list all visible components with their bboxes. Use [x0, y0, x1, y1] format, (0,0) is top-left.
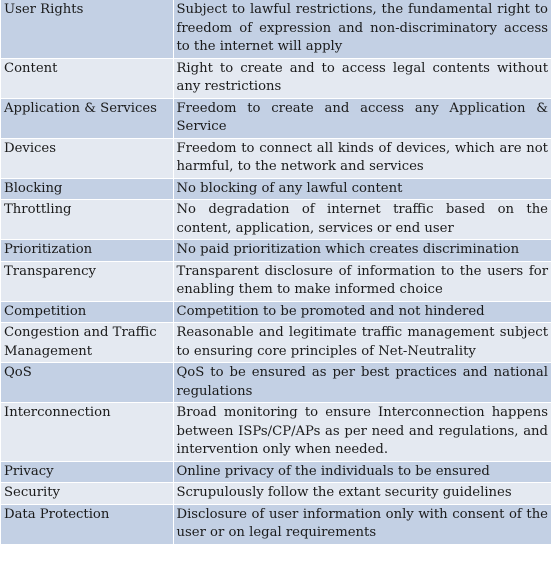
row-value: Online privacy of the individuals to be ensured — [173, 461, 551, 483]
row-key: Application & Services — [1, 98, 173, 138]
row-value: Transparent disclosure of information to the users for enabling them to make informed choice — [173, 261, 551, 301]
row-key: Interconnection — [1, 403, 173, 462]
table-row — [1, 58, 551, 98]
row-key: Devices — [1, 138, 173, 178]
table-row — [1, 483, 551, 505]
table-row — [1, 461, 551, 483]
table-row — [1, 240, 551, 262]
row-key: Prioritization — [1, 240, 173, 262]
row-key: Blocking — [1, 178, 173, 200]
row-value: Broad monitoring to ensure Interconnection happens between ISPs/CP/APs as per need and regulations, and intervention only when needed. — [173, 403, 551, 462]
table-row — [1, 200, 551, 240]
table-row — [1, 178, 551, 200]
row-value: No degradation of internet traffic based on the content, application, services or end user — [173, 200, 551, 240]
table-row — [1, 0, 551, 58]
net-neutrality-principles-table — [1, 0, 551, 545]
row-key: Transparency — [1, 261, 173, 301]
row-key: Privacy — [1, 461, 173, 483]
row-value: Freedom to connect all kinds of devices, which are not harmful, to the network and services — [173, 138, 551, 178]
row-key: Throttling — [1, 200, 173, 240]
row-key: Data Protection — [1, 504, 173, 544]
table-row — [1, 261, 551, 301]
row-value: Subject to lawful restrictions, the fundamental right to freedom of expression and non-discriminatory access to the internet will apply — [173, 0, 551, 58]
row-key: QoS — [1, 363, 173, 403]
table-row — [1, 323, 551, 363]
table-row — [1, 363, 551, 403]
row-key: Content — [1, 58, 173, 98]
row-value: Right to create and to access legal contents without any restrictions — [173, 58, 551, 98]
table-row — [1, 504, 551, 544]
row-value: Freedom to create and access any Application & Service — [173, 98, 551, 138]
table-row — [1, 403, 551, 462]
row-value: No paid prioritization which creates discrimination — [173, 240, 551, 262]
row-value: No blocking of any lawful content — [173, 178, 551, 200]
row-value: Competition to be promoted and not hindered — [173, 301, 551, 323]
row-value: Scrupulously follow the extant security guidelines — [173, 483, 551, 505]
row-value: QoS to be ensured as per best practices and national regulations — [173, 363, 551, 403]
table-row — [1, 98, 551, 138]
table-row — [1, 301, 551, 323]
row-key: Competition — [1, 301, 173, 323]
row-key: Congestion and Traffic Management — [1, 323, 173, 363]
table-row — [1, 138, 551, 178]
row-key: Security — [1, 483, 173, 505]
row-key: User Rights — [1, 0, 173, 58]
row-value: Disclosure of user information only with consent of the user or on legal requirements — [173, 504, 551, 544]
row-value: Reasonable and legitimate traffic management subject to ensuring core principles of Net-Neutrality — [173, 323, 551, 363]
